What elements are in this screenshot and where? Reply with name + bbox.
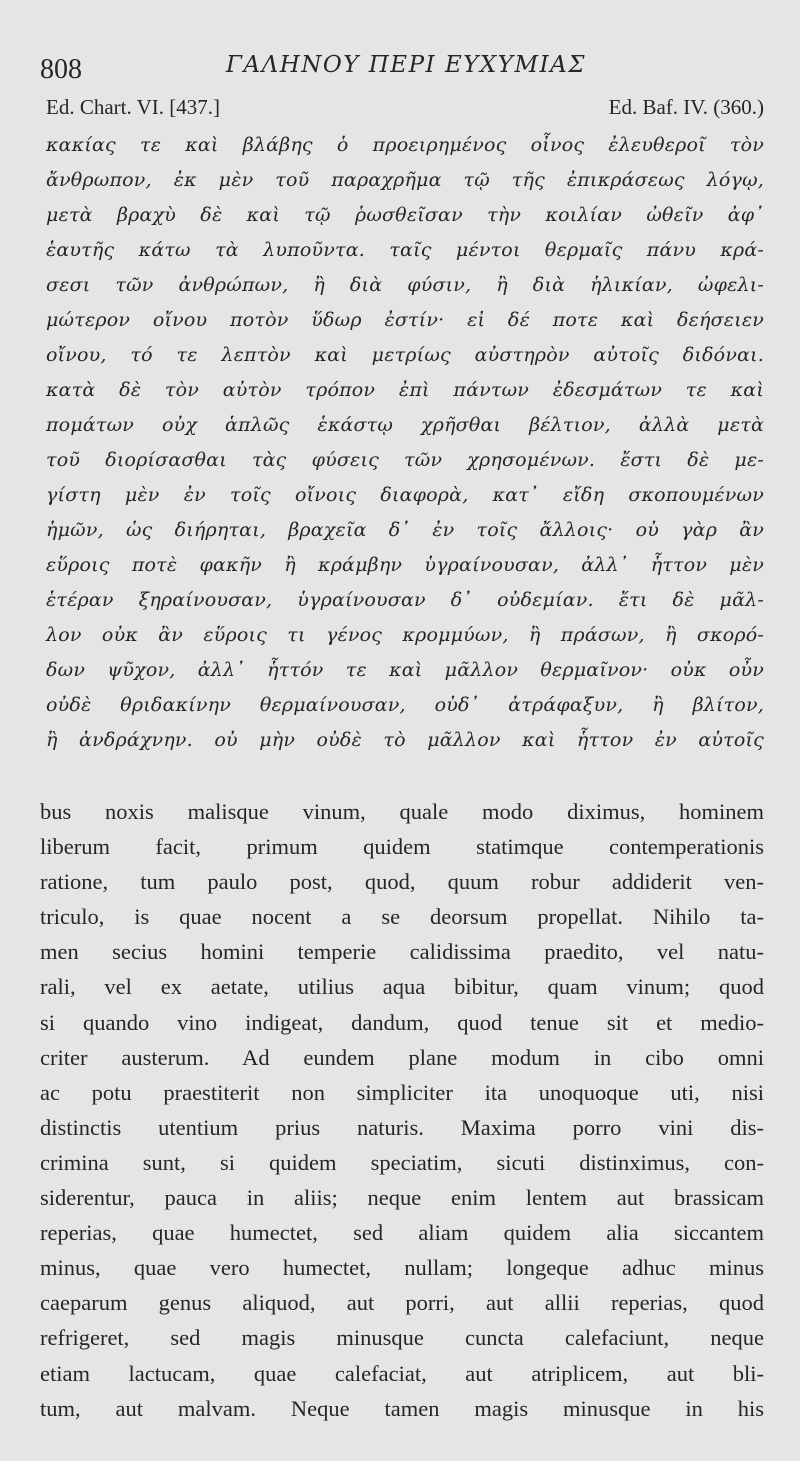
latin-line: ratione, tum paulo post, quod, quum robur addiderit ven-: [40, 869, 764, 895]
latin-line: etiam lactucam, quae calefaciat, aut atriplicem, aut bli-: [40, 1360, 764, 1386]
latin-line: caeparum genus aliquod, aut porri, aut allii reperias, quod: [40, 1290, 764, 1316]
greek-line: ἑαυτῆς κάτω τὰ λυποῦντα. ταῖς μέντοι θερμαῖς πάνυ κρά-: [46, 239, 764, 261]
greek-line: δων ψῦχον, ἀλλ᾽ ἧττόν τε καὶ μᾶλλον θερμαῖνον· οὐκ οὖν: [46, 659, 764, 681]
running-title: ΓΑΛΗΝΟΥ ΠΕΡΙ ΕΥΧΥΜΙΑΣ: [226, 52, 586, 78]
latin-line: bus noxis malisque vinum, quale modo diximus, hominem: [40, 799, 764, 824]
latin-line: men secius homini temperie calidissima praedito, vel natu-: [40, 939, 764, 965]
latin-line: crimina sunt, si quidem speciatim, sicuti distinximus, con-: [40, 1149, 764, 1175]
edition-chart-reference: Ed. Chart. VI. [437.]: [46, 95, 220, 119]
greek-line: ἑτέραν ξηραίνουσαν, ὑγραίνουσαν δ᾽ οὐδεμίαν. ἔτι δὲ μᾶλ-: [46, 589, 764, 611]
greek-line: εὕροις ποτὲ φακῆν ἢ κράμβην ὑγραίνουσαν, ἀλλ᾽ ἧττον μὲν: [46, 554, 764, 576]
greek-line: κατὰ δὲ τὸν αὐτὸν τρόπον ἐπὶ πάντων ἐδεσμάτων τε καὶ: [46, 379, 764, 401]
latin-line: criter austerum. Ad eundem plane modum in cibo omni: [40, 1044, 764, 1070]
greek-line: οἴνου, τό τε λεπτὸν καὶ μετρίως αὐστηρὸν αὐτοῖς διδόναι.: [46, 344, 764, 366]
latin-line: tum, aut malvam. Neque tamen magis minusque in his: [40, 1395, 764, 1421]
greek-line: ἄνθρωπον, ἐκ μὲν τοῦ παραχρῆμα τῷ τῆς ἐπικράσεως λόγῳ,: [46, 169, 764, 191]
greek-line: πομάτων οὐχ ἁπλῶς ἑκάστῳ χρῆσθαι βέλτιον, ἀλλὰ μετὰ: [46, 414, 764, 436]
latin-line: rali, vel ex aetate, utilius aqua bibitur, quam vinum; quod: [40, 974, 764, 1000]
greek-line: οὐδὲ θριδακίνην θερμαίνουσαν, οὐδ᾽ ἀτράφαξυν, ἢ βλίτον,: [46, 694, 764, 716]
greek-line: μετὰ βραχὺ δὲ καὶ τῷ ῥωσθεῖσαν τὴν κοιλίαν ὠθεῖν ἀφ᾽: [46, 204, 764, 226]
latin-line: ac potu praestiterit non simpliciter ita unoquoque uti, nisi: [40, 1079, 764, 1105]
latin-text-block: [40, 794, 764, 1426]
greek-line: μώτερον οἴνου ποτὸν ὕδωρ ἐστίν· εἰ δέ ποτε καὶ δεήσειεν: [46, 309, 764, 331]
page-number: 808: [40, 54, 82, 85]
greek-line: ἢ ἀνδράχνην. οὐ μὴν οὐδὲ τὸ μᾶλλον καὶ ἧττον ἐν αὐτοῖς: [46, 729, 764, 751]
page-header: [40, 50, 760, 86]
greek-line: κακίας τε καὶ βλάβης ὁ προειρημένος οἶνος ἐλευθεροῖ τὸν: [46, 134, 764, 156]
latin-line: triculo, is quae nocent a se deorsum propellat. Nihilo ta-: [40, 904, 764, 930]
greek-line: σεσι τῶν ἀνθρώπων, ἢ διὰ φύσιν, ἢ διὰ ἡλικίαν, ὠφελι-: [46, 274, 764, 296]
greek-line: ἡμῶν, ὡς διήρηται, βραχεῖα δ᾽ ἐν τοῖς ἄλλοις· οὐ γὰρ ἂν: [46, 519, 764, 541]
greek-line: λον οὐκ ἂν εὕροις τι γένος κρομμύων, ἢ πράσων, ἢ σκορό-: [46, 624, 764, 646]
latin-line: liberum facit, primum quidem statimque contemperationis: [40, 834, 764, 860]
latin-line: refrigeret, sed magis minusque cuncta calefaciunt, neque: [40, 1325, 764, 1351]
latin-line: distinctis utentium prius naturis. Maxima porro vini dis-: [40, 1114, 764, 1140]
edition-basel-reference: Ed. Baf. IV. (360.): [608, 95, 764, 119]
latin-line: si quando vino indigeat, dandum, quod tenue sit et medio-: [40, 1009, 764, 1035]
greek-line: γίστη μὲν ἐν τοῖς οἴνοις διαφορὰ, κατ᾽ εἴδη σκοπουμένων: [46, 484, 764, 506]
latin-line: siderentur, pauca in aliis; neque enim lentem aut brassicam: [40, 1185, 764, 1211]
edition-references: [46, 95, 764, 125]
latin-line: reperias, quae humectet, sed aliam quidem alia siccantem: [40, 1220, 764, 1246]
greek-text-block: [46, 128, 764, 758]
latin-line: minus, quae vero humectet, nullam; longeque adhuc minus: [40, 1255, 764, 1281]
greek-line: τοῦ διορίσασθαι τὰς φύσεις τῶν χρησομένων. ἔστι δὲ με-: [46, 449, 764, 471]
